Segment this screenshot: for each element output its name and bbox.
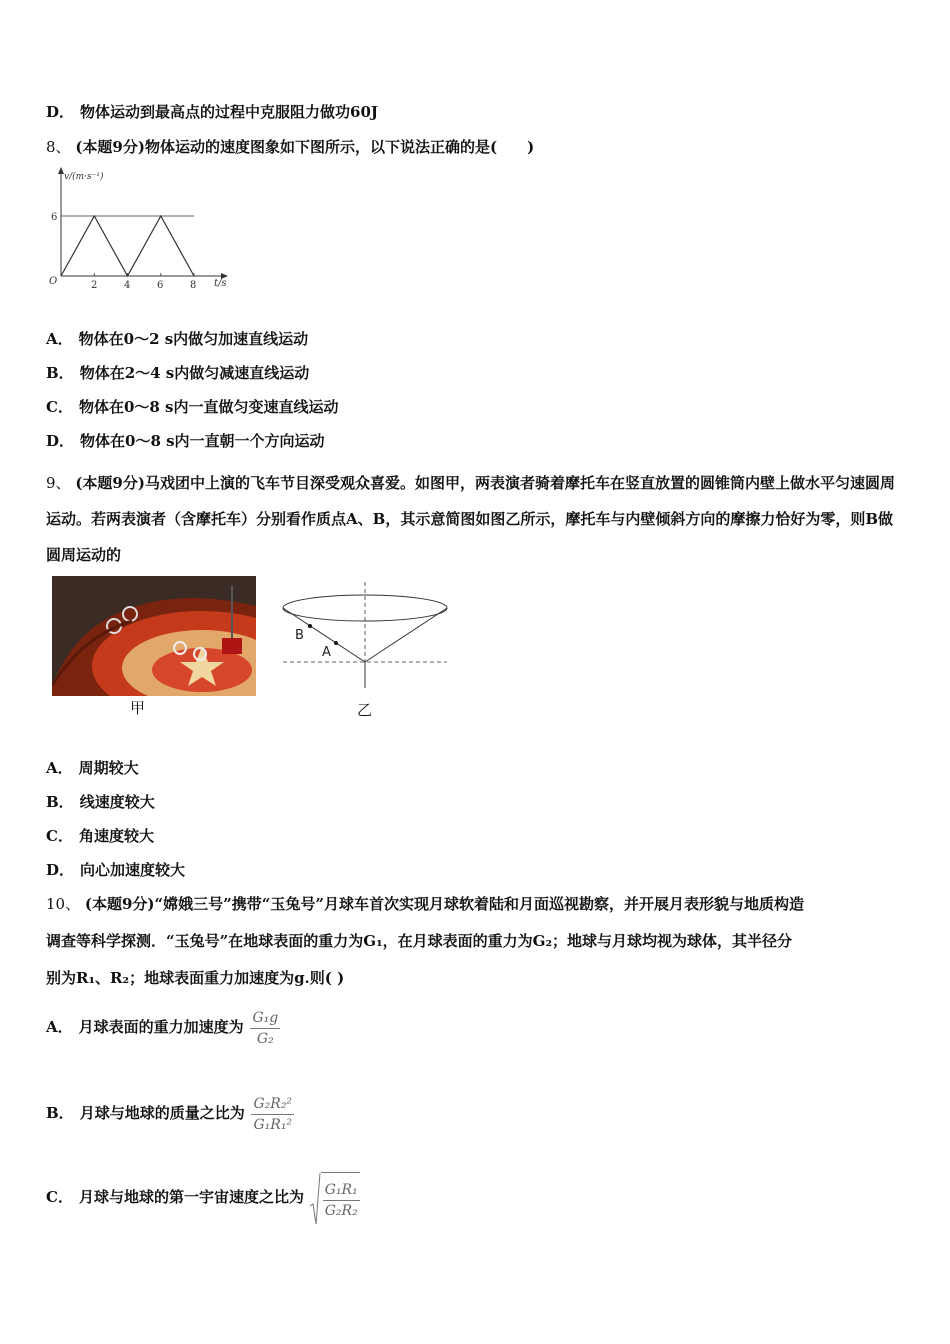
q8-option-b[interactable] (46, 363, 309, 383)
x-tick-label-2: 2 (91, 280, 98, 291)
q9-option-a[interactable] (46, 758, 139, 778)
q8-tag: (本题9分) (75, 138, 145, 156)
point-b-label: B (295, 628, 304, 643)
circus-motorcycle-photo (52, 576, 256, 696)
q10-option-c[interactable] (46, 1172, 360, 1224)
q9-stem-text: 马戏团中上演的飞车节目深受观众喜爱。如图甲，两表演者骑着摩托车在竖直放置的圆锥筒内壁上做水平匀速圆周运动。若两表演者（含摩托车）分别看作质点A、B，其示意简图如图乙所示，摩托车与内壁倾斜方向的摩擦力恰好为零，则B做圆周运动的 (46, 474, 895, 564)
q8-stem-text: 物体运动的速度图象如下图所示，以下说法正确的是( ) (144, 138, 535, 156)
option-text: 月球与地球的第一宇宙速度之比为 (78, 1188, 304, 1206)
option-text: 物体在0～8 s内一直朝一个方向运动 (80, 432, 325, 450)
point-a-label: A (322, 645, 331, 660)
option-text: 月球与地球的质量之比为 (79, 1104, 245, 1122)
y-tick-label: 6 (51, 212, 58, 223)
q10-stem-line-3: 别为R₁、R₂；地球表面重力加速度为g.则( ) (46, 969, 345, 987)
q8-stem (46, 137, 534, 157)
x-tick-label-4: 4 (124, 280, 131, 291)
q9-option-c[interactable] (46, 826, 154, 846)
option-text: 线速度较大 (79, 793, 155, 811)
option-text: 物体运动到最高点的过程中克服阻力做功60J (80, 103, 378, 121)
option-label: C． (46, 398, 73, 416)
q8-option-a[interactable] (46, 329, 308, 349)
figure-caption-left: 甲 (130, 699, 146, 717)
option-text: 物体在0～8 s内一直做匀变速直线运动 (78, 398, 339, 416)
q8-option-c[interactable] (46, 397, 339, 417)
option-label: B． (46, 364, 74, 382)
option-text: 物体在2～4 s内做匀减速直线运动 (79, 364, 310, 382)
q10-stem-text-1: “嫦娥三号”携带“玉兔号”月球车首次实现月球软着陆和月面巡视勘察，并开展月表形貌与地质构造 (154, 895, 805, 913)
x-tick-label-8: 8 (190, 280, 197, 291)
q8-option-d[interactable] (46, 431, 325, 451)
option-c-fraction (323, 1180, 360, 1221)
option-label: B． (46, 793, 74, 811)
cone-right-wall (365, 608, 447, 662)
x-tick-label-6: 6 (157, 280, 164, 291)
option-label: D． (46, 432, 75, 450)
figure-caption-right: 乙 (357, 701, 373, 719)
q9-stem (46, 465, 906, 573)
origin-label: O (49, 276, 58, 287)
cone-schematic-diagram (278, 580, 453, 690)
option-label: A． (46, 759, 73, 777)
option-label: D． (46, 103, 75, 121)
option-label: A． (46, 330, 73, 348)
option-text: 物体在0～2 s内做匀加速直线运动 (78, 330, 309, 348)
q10-option-a[interactable] (46, 1004, 280, 1050)
prev-option-d (46, 102, 378, 122)
velocity-time-graph (46, 164, 236, 294)
q10-option-b[interactable] (46, 1090, 294, 1136)
option-c-square-root (309, 1172, 360, 1224)
fraction-denominator: G₁R₁² (253, 1116, 293, 1133)
option-text: 周期较大 (78, 759, 139, 777)
q9-tag: (本题9分) (75, 474, 145, 492)
q9-option-b[interactable] (46, 792, 155, 812)
q10-number: 10、 (46, 895, 81, 913)
q9-number: 9、 (46, 474, 71, 492)
y-axis-label: v/(m·s⁻¹) (64, 172, 104, 182)
fraction-denominator: G₂ (256, 1030, 274, 1047)
x-axis-label: t/s (214, 278, 227, 289)
fraction-numerator: G₁R₁ (323, 1180, 360, 1201)
point-b-dot (308, 624, 312, 628)
option-text: 角速度较大 (78, 827, 154, 845)
option-label: B． (46, 1104, 74, 1122)
q10-tag: (本题9分) (84, 895, 155, 913)
q9-option-d[interactable] (46, 860, 185, 880)
fraction-numerator: G₂R₂² (251, 1094, 294, 1115)
option-label: A． (46, 1018, 73, 1036)
velocity-series-line (61, 216, 194, 276)
option-label: C． (46, 1188, 73, 1206)
q8-number: 8、 (46, 138, 71, 156)
option-text: 向心加速度较大 (80, 861, 186, 879)
fraction-denominator: G₂R₂ (324, 1202, 358, 1219)
fraction-numerator: G₁g (250, 1008, 280, 1029)
q10-stem-line-2: 调查等科学探测．“玉兔号”在地球表面的重力为G₁，在月球表面的重力为G₂；地球与月球均视为球体，其半径分 (46, 932, 793, 950)
option-text: 月球表面的重力加速度为 (78, 1018, 244, 1036)
option-a-fraction (250, 1008, 280, 1049)
point-a-dot (334, 641, 338, 645)
radical-sign-icon (309, 1172, 321, 1226)
option-b-fraction (251, 1094, 294, 1135)
q10-stem-line-1 (46, 894, 804, 914)
option-label: C． (46, 827, 73, 845)
option-label: D． (46, 861, 75, 879)
